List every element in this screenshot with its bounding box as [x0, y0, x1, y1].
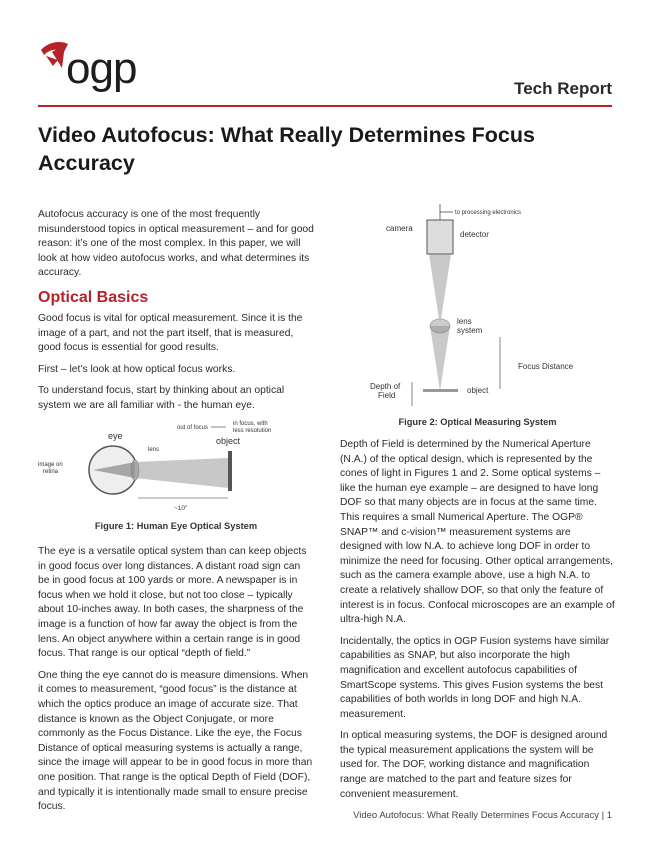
page-footer: Video Autofocus: What Really Determines Focus Accuracy | 1 — [353, 810, 612, 821]
fig2-camera-body — [427, 220, 453, 254]
figure-1-caption: Figure 1: Human Eye Optical System — [94, 521, 258, 531]
right-column — [340, 438, 615, 809]
fig2-upper-cone — [429, 254, 451, 326]
page-title: Video Autofocus: What Really Determines Focus Accuracy — [38, 123, 535, 175]
header-divider — [38, 105, 612, 107]
fig2-lens-label-1: lens — [457, 317, 472, 326]
figure-2-optical-system-diagram — [340, 204, 615, 412]
fig2-lens-label-2: system — [457, 326, 483, 335]
fig2-lower-cone — [430, 326, 450, 391]
light-cone — [135, 458, 228, 488]
figure-2-caption: Figure 2: Optical Measuring System — [398, 417, 557, 427]
report-label: Tech Report — [514, 79, 612, 98]
paragraph: One thing the eye cannot do is measure dimensions. When it comes to measurement, “good focus” is the distance at which the optics produce an image of accurate size. That distance is known as the Object Conjugate, or more commonly as the Focus Distance. Like the eye, the Focus Distance of optical measuring systems is actually a range, since the image will appear to be in good focus in more than one position. That range is the optical Depth of Field (DOF), and typically it is intentionally made small to ensure precise focus. — [38, 669, 313, 813]
fig1-lens-label: lens — [148, 447, 160, 453]
fig2-dof-label-1: Depth of — [370, 382, 401, 391]
logo-text: ogp — [66, 44, 137, 93]
intro-paragraph: Autofocus accuracy is one of the most frequently misunderstood topics in optical measurement – and for good reason: it’s one of the most complex. In this paper, we will look at how video autofocus works, and what determines its accuracy. — [38, 209, 314, 279]
paragraph: First – let’s look at how optical focus works. — [38, 363, 236, 375]
paragraph: To understand focus, start by thinking about an optical system we are all familiar with - the human eye. — [38, 385, 285, 411]
paragraph: The eye is a versatile optical system than can keep objects in good focus over long distances. A distant road sign can be in good focus at 100 yards or more. A newspaper is in focus when we hold it close, but not too close – typically about 10-inches away. In both cases, the sharpness of the image is a function of how far away the object is from the lens. An object anywhere within a certain range is in good focus. That range is our optical “depth of field.” — [38, 546, 307, 660]
fig1-image-label-2: retina — [43, 469, 59, 475]
fig1-distance-label: ~10" — [174, 505, 188, 512]
fig1-eye-label: eye — [108, 431, 123, 441]
fig2-detector-label: detector — [460, 230, 489, 239]
fig1-image-label-1: image on — [38, 462, 63, 468]
fig2-focus-distance-label: Focus Distance — [518, 362, 574, 371]
fig2-object-bar — [423, 389, 458, 392]
fig1-in-focus-label-1: in focus, with — [233, 421, 268, 427]
left-column-continued — [38, 545, 314, 822]
fig1-object-bar — [228, 451, 232, 491]
fig1-out-of-focus-label: out of focus — [177, 425, 209, 431]
paragraph: Depth of Field is determined by the Numerical Aperture (N.A.) of the optical design, which is represented by the cones of light in Figures 1 and 2. Some optical systems – like the human eye example – are designed to have long DOF so that many objects are in focus at the same time. This requires a small Numerical Aperture. The OGP® SNAP™ and c-vision™ measurement systems are designed with low N.A. to achieve long DOF in order to minimize the need for focusing. Other optical arrangements, such as the camera example above, use a high N.A. to create a relatively shallow DOF, so that only the feature of interest is in focus. Confocal microscopes are an example of ultra-high N.A. — [340, 439, 615, 626]
fig2-dof-label-2: Field — [378, 391, 396, 400]
section-heading: Optical Basics — [38, 288, 149, 306]
paragraph: Incidentally, the optics in OGP Fusion systems have similar capabilities as SNAP, but also incorporate the high magnification and excellent autofocus capabilities of SmartScope systems. This gives Fusion systems the best capabilities of both worlds in long DOF and high N.A. measurement. — [340, 635, 610, 720]
left-column — [38, 208, 314, 421]
fig2-object-label: object — [467, 386, 489, 395]
fig2-processing-label: to processing electronics — [455, 210, 522, 216]
fig2-camera-label: camera — [386, 224, 413, 233]
paragraph: Good focus is vital for optical measurement. Since it is the image of a part, and not the part itself, that is measured, good focus is essential for good results. — [38, 312, 303, 354]
figure-1-eye-diagram — [38, 418, 314, 518]
fig1-object-label: object — [216, 436, 241, 446]
paragraph: In optical measuring systems, the DOF is designed around the typical measurement applications the system will be used for. The DOF, working distance and magnification range are matched to the part and feature sizes for convenient measurement. — [340, 730, 608, 800]
fig1-in-focus-label-2: less resolution — [233, 428, 272, 434]
